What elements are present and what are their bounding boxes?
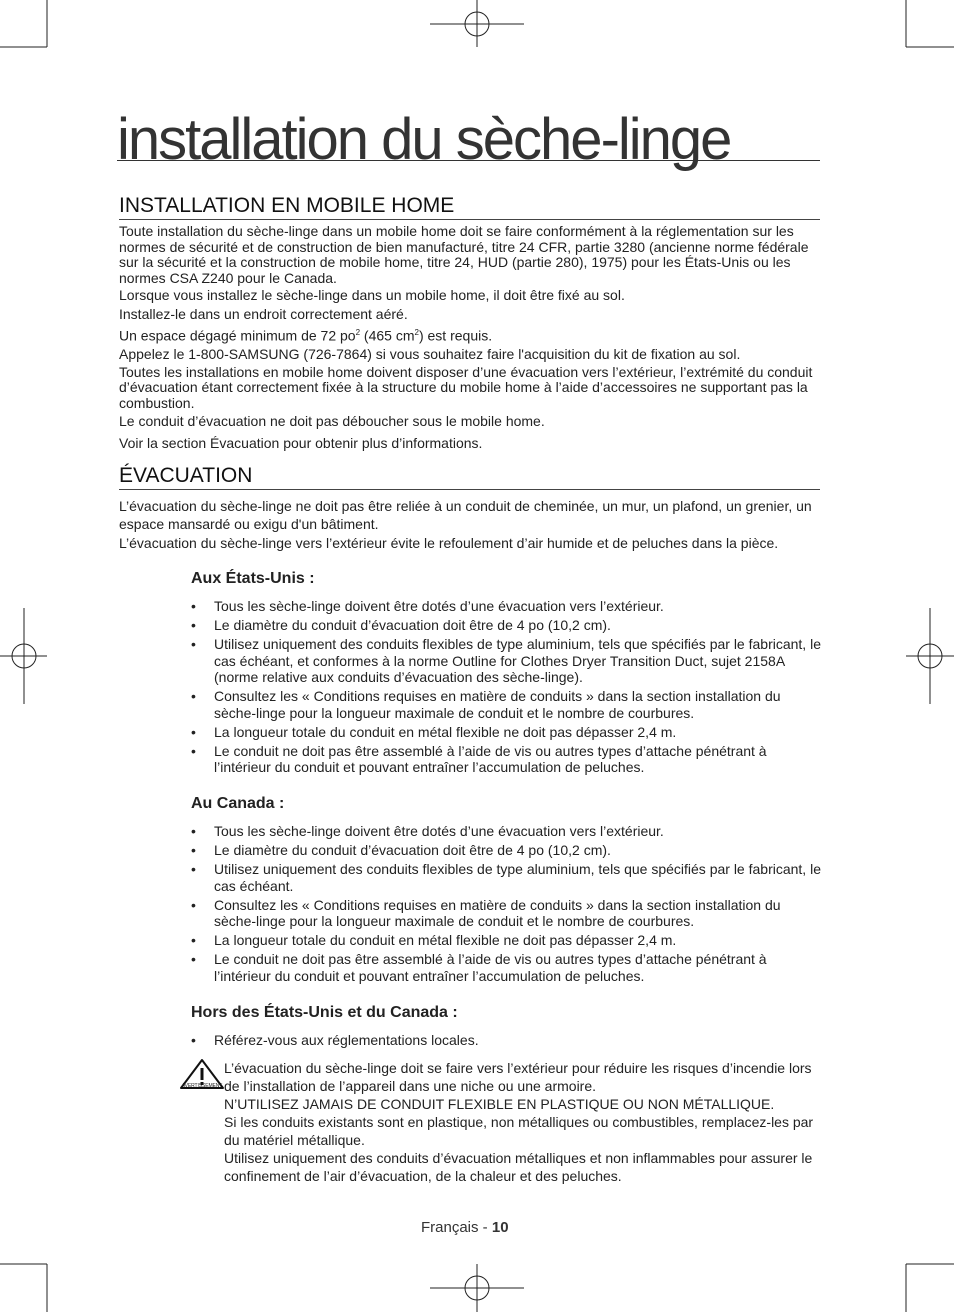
list-item: • La longueur totale du conduit en métal flexible ne doit pas dépasser 2,4 m. [191,724,821,741]
subheading-outside: Hors des États-Unis et du Canada : [191,1004,458,1021]
section-heading-mobile-home: INSTALLATION EN MOBILE HOME [119,194,820,220]
warning-line: Utilisez uniquement des conduits d’évacuation métalliques et non inflammables pour assurer le confinement de l’air d’évacuation, de la chaleur et des peluches. [224,1150,813,1184]
page-title: installation du sèche-linge [117,110,820,161]
paragraph-space-required [119,325,820,344]
paragraph: Toute installation du sèche-linge dans un mobile home doit se faire conformément à la réglementation sur les normes de sécurité et de construction de bien manufacturé, titre 24 CFR, partie 3280 (ancienne norme fédérale sur la sécurité et la construction de mobile home, titre 24, HUD (partie 280), 1975) pour les États-Unis ou les normes CSA Z240 pour le Canada. [119,223,809,286]
list-usa [0,598,821,776]
list-item: • Référez-vous aux réglementations locales. [191,1032,821,1049]
paragraph: L’évacuation du sèche-linge ne doit pas être reliée à un conduit de cheminée, un mur, un plafond, un grenier, un espace mansardé ou exigu d'un bâtiment. [119,498,812,532]
paragraph: Lorsque vous installez le sèche-linge dans un mobile home, il doit être fixé au sol. [119,287,625,303]
block-outside [191,1003,821,1051]
list-item: • Consultez les « Conditions requises en matière de conduits » dans la section installation du sèche-linge pour la longueur maximale de conduit et le nombre de courbures. [191,897,821,930]
space-text: ) est requis. [418,327,493,344]
list-item: • Le diamètre du conduit d’évacuation doit être de 4 po (10,2 cm). [191,842,821,859]
paragraph: L’évacuation du sèche-linge vers l’extérieur évite le refoulement d’air humide et de peluches dans la pièce. [119,535,779,551]
list-item: • Utilisez uniquement des conduits flexibles de type aluminium, tels que spécifiés par le fabricant, le cas échéant. [191,861,821,894]
paragraph: Le conduit d’évacuation ne doit pas déboucher sous le mobile home. [119,413,545,430]
paragraph: Appelez le 1-800-SAMSUNG (726-7864) si vous souhaitez faire l'acquisition du kit de fixation au sol. [119,346,741,363]
list-item: • Utilisez uniquement des conduits flexibles de type aluminium, tels que spécifiés par le fabricant, le cas échéant, et conformes à la norme Outline for Clothes Dryer Transition Duct, sujet 2158A (norme relative aux conduits d’évacuation des sèche-linge). [191,636,821,686]
warning-line: Si les conduits existants sont en plastique, non métalliques ou combustibles, remplacez-les par du matériel métallique. [224,1114,814,1148]
page-number: 10 [491,1219,509,1236]
page-footer [421,1219,509,1236]
list-item: • Tous les sèche-linge doivent être dotés d’une évacuation vers l’extérieur. [191,598,821,615]
warning-line: L’évacuation du sèche-linge doit se faire vers l’extérieur pour réduire les risques d’incendie lors de l’installation de l’appareil dans une niche ou une armoire. [224,1060,812,1094]
list-item: • Consultez les « Conditions requises en matière de conduits » dans la section installation du sèche-linge pour la longueur maximale de conduit et le nombre de courbures. [191,688,821,721]
paragraph: Installez-le dans un endroit correctement aéré. [119,305,408,322]
section-evacuation [119,464,820,552]
section-mobile-home [119,194,820,451]
list-item: • Le diamètre du conduit d’évacuation doit être de 4 po (10,2 cm). [191,617,821,634]
section-heading-evacuation: ÉVACUATION [119,464,820,490]
list-canada [191,823,821,984]
list-item: • Tous les sèche-linge doivent être dotés d’une évacuation vers l’extérieur. [191,823,821,840]
list-item: • La longueur totale du conduit en métal flexible ne doit pas dépasser 2,4 m. [191,932,821,949]
list-outside [191,1032,821,1049]
block-usa [191,569,821,778]
subheading-usa: Aux États-Unis : [191,570,315,587]
superscript: 2 [355,328,361,337]
list-item: • Le conduit ne doit pas être assemblé à l’aide de vis ou autres types d’attache pénétrant à l’intérieur du conduit et pouvant entraîner l’accumulation de peluches. [191,951,821,984]
superscript: 2 [414,328,419,337]
paragraph-see-also: Voir la section Évacuation pour obtenir plus d’informations. [119,434,483,451]
footer-language: Français - [421,1219,492,1236]
space-text: Un espace dégagé minimum de 72 po [119,327,356,344]
warning-text [224,1059,824,1185]
warning-label: AVERTISSEMENT [181,1083,223,1089]
subheading-canada: Au Canada : [191,795,285,812]
space-text: (465 cm [360,327,415,344]
list-item: • Le conduit ne doit pas être assemblé à l’aide de vis ou autres types d’attache pénétrant à l’intérieur du conduit et pouvant entraîner l’accumulation de peluches. [191,743,821,776]
paragraph: Toutes les installations en mobile home doivent disposer d’une évacuation vers l’extérieur, l’extrémité du conduit d’évacuation étant correctement fixée à la structure du mobile home à l’aide d’accessoires ne supportant pas la combustion. [119,363,813,411]
block-canada [191,794,821,987]
warning-line: N’UTILISEZ JAMAIS DE CONDUIT FLEXIBLE EN PLASTIQUE OU NON MÉTALLIQUE. [224,1096,775,1112]
